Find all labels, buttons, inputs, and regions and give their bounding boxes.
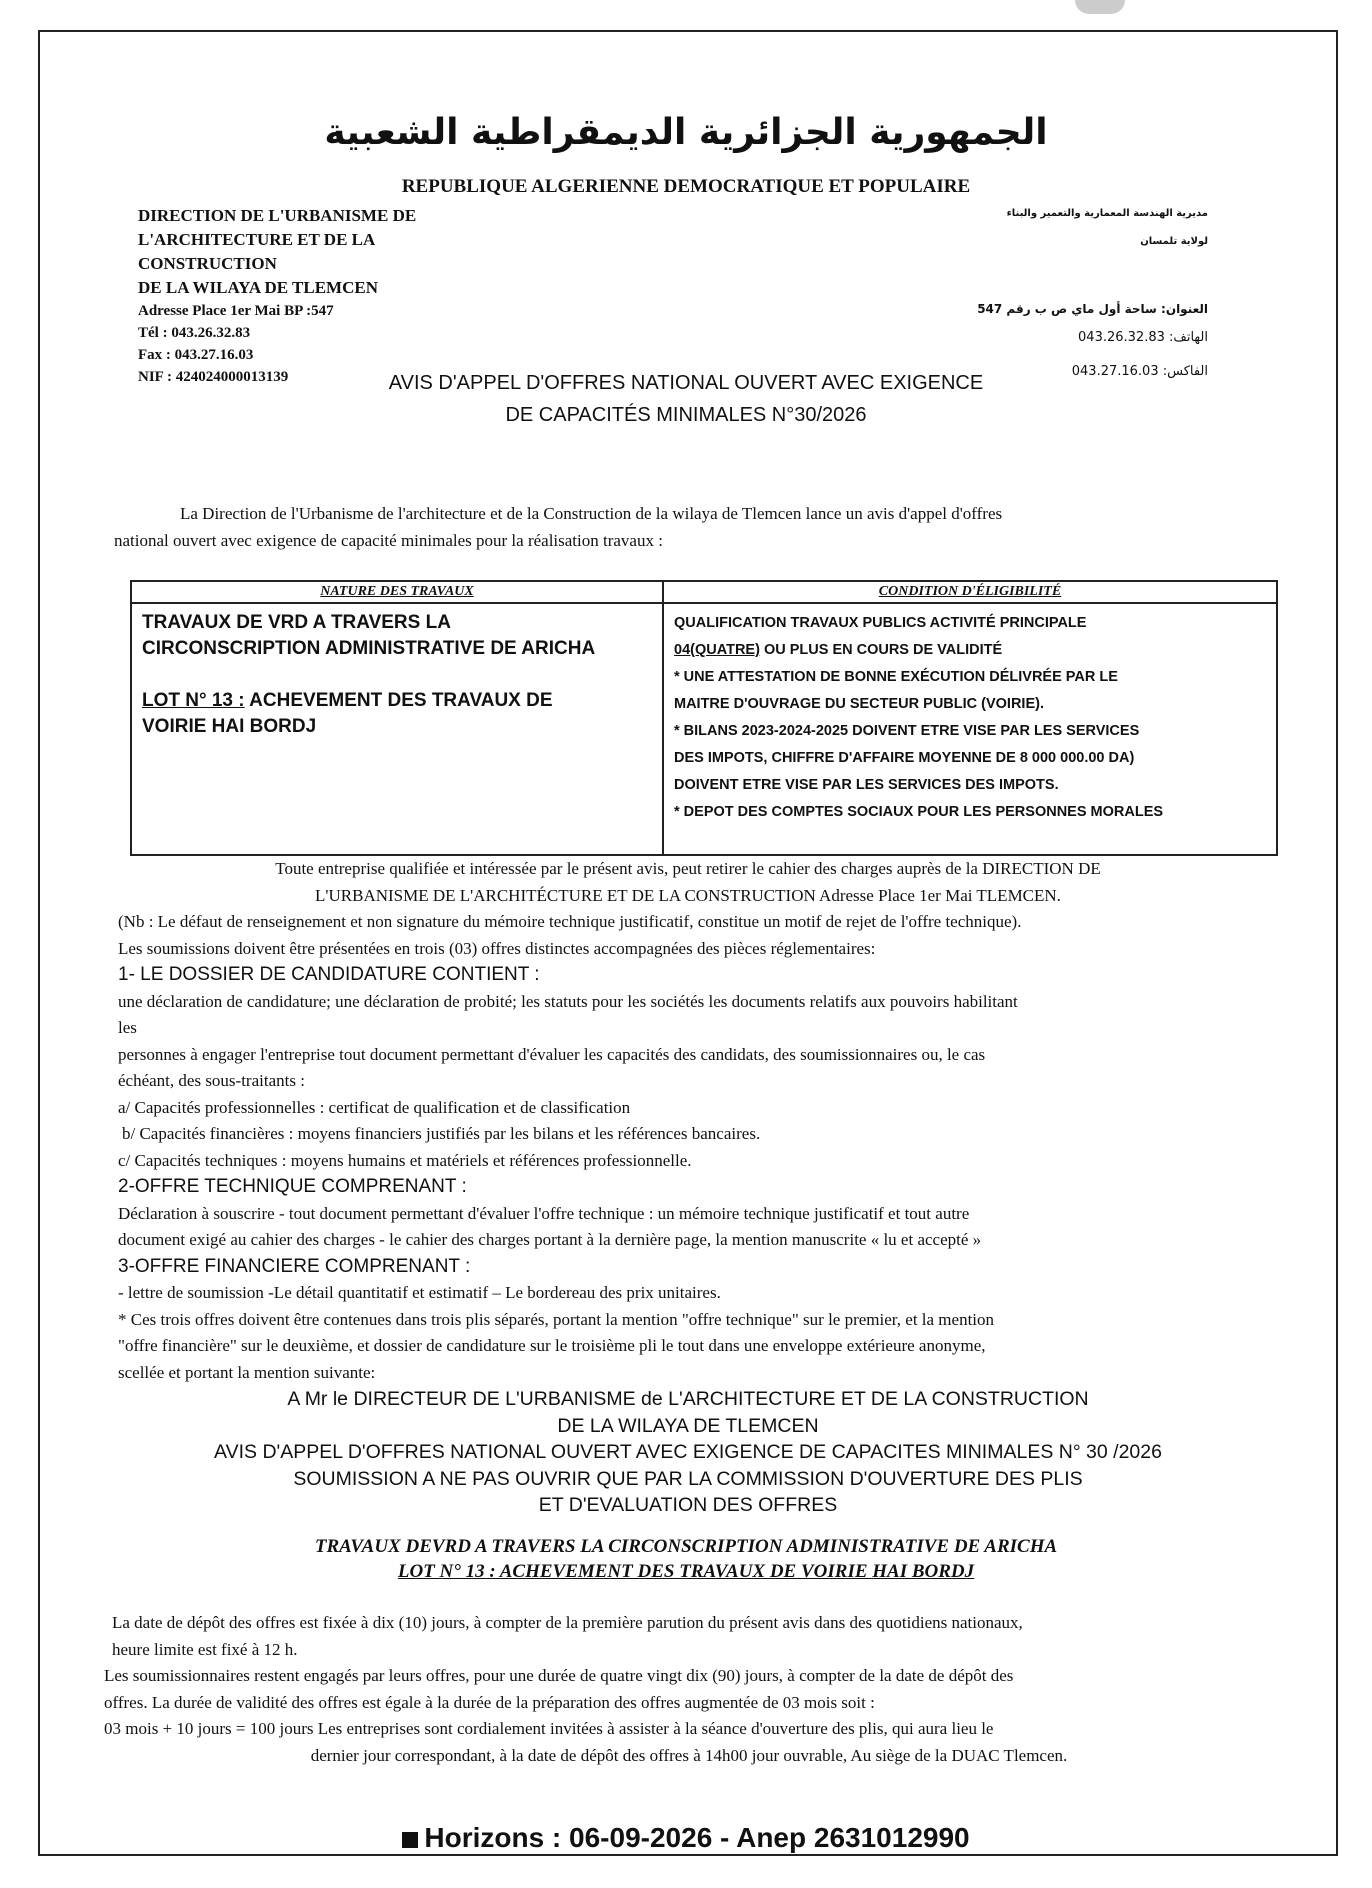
condition-cell <box>663 603 1277 855</box>
lot-line: VOIRIE HAI BORDJ <box>142 716 317 737</box>
direction-line: CONSTRUCTION <box>138 254 277 273</box>
qualification-level: 04(QUATRE) <box>674 642 760 658</box>
body-line: * Ces trois offres doivent être contenues dans trois plis séparés, portant la mention "offre technique" sur le premier, et la mention <box>118 1309 995 1329</box>
envelope-address: A Mr le DIRECTEUR DE L'URBANISME de L'ARCHITECTURE ET DE LA CONSTRUCTION <box>287 1388 1089 1410</box>
body-line: document exigé au cahier des charges - le cahier des charges portant à la dernière page, la mention manuscrite « lu et accepté » <box>118 1230 982 1249</box>
body-line: échéant, des sous-traitants : <box>118 1071 305 1090</box>
footer-text: Horizons : 06-09-2026 - Anep 2631012990 <box>424 1822 970 1853</box>
body-text <box>118 856 1258 1519</box>
direction-line: DIRECTION DE L'URBANISME DE <box>138 206 417 225</box>
closing-line: heure limite est fixé à 12 h. <box>112 1639 298 1659</box>
direction-line: L'ARCHITECTURE ET DE LA <box>138 230 376 249</box>
works-table <box>130 580 1278 856</box>
condition-line: * BILANS 2023-2024-2025 DOIVENT ETRE VISE PAR LES SERVICES <box>674 723 1140 739</box>
lot-title-line: TRAVAUX DEVRD A TRAVERS LA CIRCONSCRIPTION ADMINISTRATIVE DE ARICHA <box>314 1536 1058 1557</box>
body-line: Déclaration à souscrire - tout document permettant d'évaluer l'offre technique : un mémoire technique justificatif et tout autre <box>118 1203 970 1223</box>
nature-header: NATURE DES TRAVAUX <box>131 581 663 603</box>
nif: NIF : 424024000013139 <box>138 369 289 385</box>
condition-line: MAITRE D'OUVRAGE DU SECTEUR PUBLIC (VOIRIE). <box>674 696 1044 712</box>
lot-number: LOT N° 13 : <box>142 690 245 711</box>
condition-line: DOIVENT ETRE VISE PAR LES SERVICES DES IMPOTS. <box>674 777 1059 793</box>
body-line: "offre financière" sur le deuxième, et dossier de candidature sur le troisième pli le tout dans une enveloppe extérieure anonyme, <box>118 1336 986 1355</box>
closing-line: 03 mois + 10 jours = 100 jours Les entreprises sont cordialement invitées à assister à la séance d'ouverture des plis, qui aura lieu le <box>104 1719 994 1738</box>
republic-title: REPUBLIQUE ALGERIENNE DEMOCRATIQUE ET POPULAIRE <box>401 176 971 197</box>
body-line: L'URBANISME DE L'ARCHITÉCTURE ET DE LA CONSTRUCTION Adresse Place 1er Mai TLEMCEN. <box>315 885 1061 905</box>
square-bullet-icon <box>402 1832 418 1848</box>
condition-header: CONDITION D'ÉLIGIBILITÉ <box>663 581 1277 603</box>
avis-title-line: DE CAPACITÉS MINIMALES N°30/2026 <box>505 404 867 426</box>
envelope-address: AVIS D'APPEL D'OFFRES NATIONAL OUVERT AVEC EXIGENCE DE CAPACITES MINIMALES N° 30 /2026 <box>214 1441 1162 1463</box>
intro-line: La Direction de l'Urbanisme de l'architecture et de la Construction de la wilaya de Tlemcen lance un avis d'appel d'offres <box>180 504 1003 523</box>
condition-line: * DEPOT DES COMPTES SOCIAUX POUR LES PERSONNES MORALES <box>674 804 1164 820</box>
nature-line: CIRCONSCRIPTION ADMINISTRATIVE DE ARICHA <box>142 638 596 659</box>
body-line: Toute entreprise qualifiée et intéressée par le présent avis, peut retirer le cahier des charges auprès de la DIRECTION DE <box>275 859 1101 878</box>
avis-title <box>0 367 1372 431</box>
nature-cell <box>131 603 663 855</box>
address: Adresse Place 1er Mai BP :547 <box>138 303 334 319</box>
closing-line: offres. La durée de validité des offres est égale à la durée de la préparation des offres augmentée de 03 mois soit : <box>104 1692 875 1712</box>
closing-line: La date de dépôt des offres est fixée à dix (10) jours, à compter de la première parution du présent avis dans des quotidiens nationaux, <box>112 1613 1023 1632</box>
body-line: - lettre de soumission -Le détail quantitatif et estimatif – Le bordereau des prix unitaires. <box>118 1283 721 1302</box>
arabic-direction: مديرية الهندسة المعمارية والتعمير والبناء <box>1006 208 1208 219</box>
nature-line: TRAVAUX DE VRD A TRAVERS LA <box>142 612 451 633</box>
lot-title-line: LOT N° 13 : ACHEVEMENT DES TRAVAUX DE VOIRIE HAI BORDJ <box>397 1561 975 1582</box>
intro-line: national ouvert avec exigence de capacité minimales pour la réalisation travaux : <box>114 531 663 550</box>
body-line: les <box>118 1018 137 1037</box>
direction-block <box>138 204 416 388</box>
body-line: personnes à engager l'entreprise tout document permettant d'évaluer les capacités des candidats, des soumissionnaires ou, le cas <box>118 1044 986 1064</box>
lot-line <box>142 688 652 714</box>
avis-title-line: AVIS D'APPEL D'OFFRES NATIONAL OUVERT AVEC EXIGENCE <box>388 372 984 394</box>
closing-line: dernier jour correspondant, à la date de dépôt des offres à 14h00 jour ouvrable, Au siège de la DUAC Tlemcen. <box>310 1745 1068 1765</box>
section-heading: 3-OFFRE FINANCIERE COMPRENANT : <box>118 1255 471 1277</box>
body-line: b/ Capacités financières : moyens financiers justifiés par les bilans et les références bancaires. <box>122 1124 761 1143</box>
condition-line: * UNE ATTESTATION DE BONNE EXÉCUTION DÉLIVRÉE PAR LE <box>674 669 1118 685</box>
arabic-address: العنوان: ساحة أول ماي ص ب رقم 547 <box>977 302 1208 316</box>
section-heading: 2-OFFRE TECHNIQUE COMPRENANT : <box>118 1176 467 1197</box>
body-line: une déclaration de candidature; une déclaration de probité; les statuts pour les sociétés les documents relatifs aux pouvoirs habilitant <box>118 991 1018 1011</box>
condition-line: DES IMPOTS, CHIFFRE D'AFFAIRE MOYENNE DE 8 000 000.00 DA) <box>674 750 1135 766</box>
body-line: a/ Capacités professionnelles : certificat de qualification et de classification <box>118 1097 631 1117</box>
envelope-address: SOUMISSION A NE PAS OUVRIR QUE PAR LA COMMISSION D'OUVERTURE DES PLIS <box>293 1467 1083 1490</box>
condition-line: QUALIFICATION TRAVAUX PUBLICS ACTIVITÉ PRINCIPALE <box>674 615 1087 631</box>
scan-artifact <box>1075 0 1125 14</box>
condition-text: OU PLUS EN COURS DE VALIDITÉ <box>759 642 1003 658</box>
envelope-address: ET D'EVALUATION DES OFFRES <box>538 1494 838 1516</box>
arabic-republic-title: الجمهورية الجزائرية الديمقراطية الشعبية <box>324 112 1048 153</box>
body-line: Les soumissions doivent être présentées en trois (03) offres distinctes accompagnées des pièces réglementaires: <box>118 938 876 958</box>
arabic-fax: 043.27.16.03 :الفاكس <box>1071 364 1208 379</box>
envelope-address: DE LA WILAYA DE TLEMCEN <box>557 1414 819 1437</box>
fax: Fax : 043.27.16.03 <box>138 347 254 363</box>
condition-line <box>674 637 1266 664</box>
section-heading: 1- LE DOSSIER DE CANDIDATURE CONTIENT : <box>118 964 540 985</box>
body-line: (Nb : Le défaut de renseignement et non signature du mémoire technique justificatif, constitue un motif de rejet de l'offre technique). <box>118 912 1022 931</box>
arabic-wilaya: لولاية تلمسان <box>1140 236 1208 247</box>
direction-line: DE LA WILAYA DE TLEMCEN <box>138 278 378 297</box>
publication-footer <box>0 1822 1372 1854</box>
lot-title <box>0 1534 1372 1584</box>
body-line: scellée et portant la mention suivante: <box>118 1362 376 1382</box>
intro-paragraph <box>114 500 1244 554</box>
arabic-telephone: 043.26.32.83 :الهاتف <box>1078 330 1208 345</box>
closing-line: Les soumissionnaires restent engagés par leurs offres, pour une durée de quatre vingt dix (90) jours, à compter de la date de dépôt des <box>104 1666 1014 1685</box>
telephone: Tél : 043.26.32.83 <box>138 325 251 341</box>
body-line: c/ Capacités techniques : moyens humains et matériels et références professionnelle. <box>118 1150 692 1170</box>
closing-text <box>104 1610 1274 1769</box>
lot-label: ACHEVEMENT DES TRAVAUX DE <box>244 690 553 711</box>
